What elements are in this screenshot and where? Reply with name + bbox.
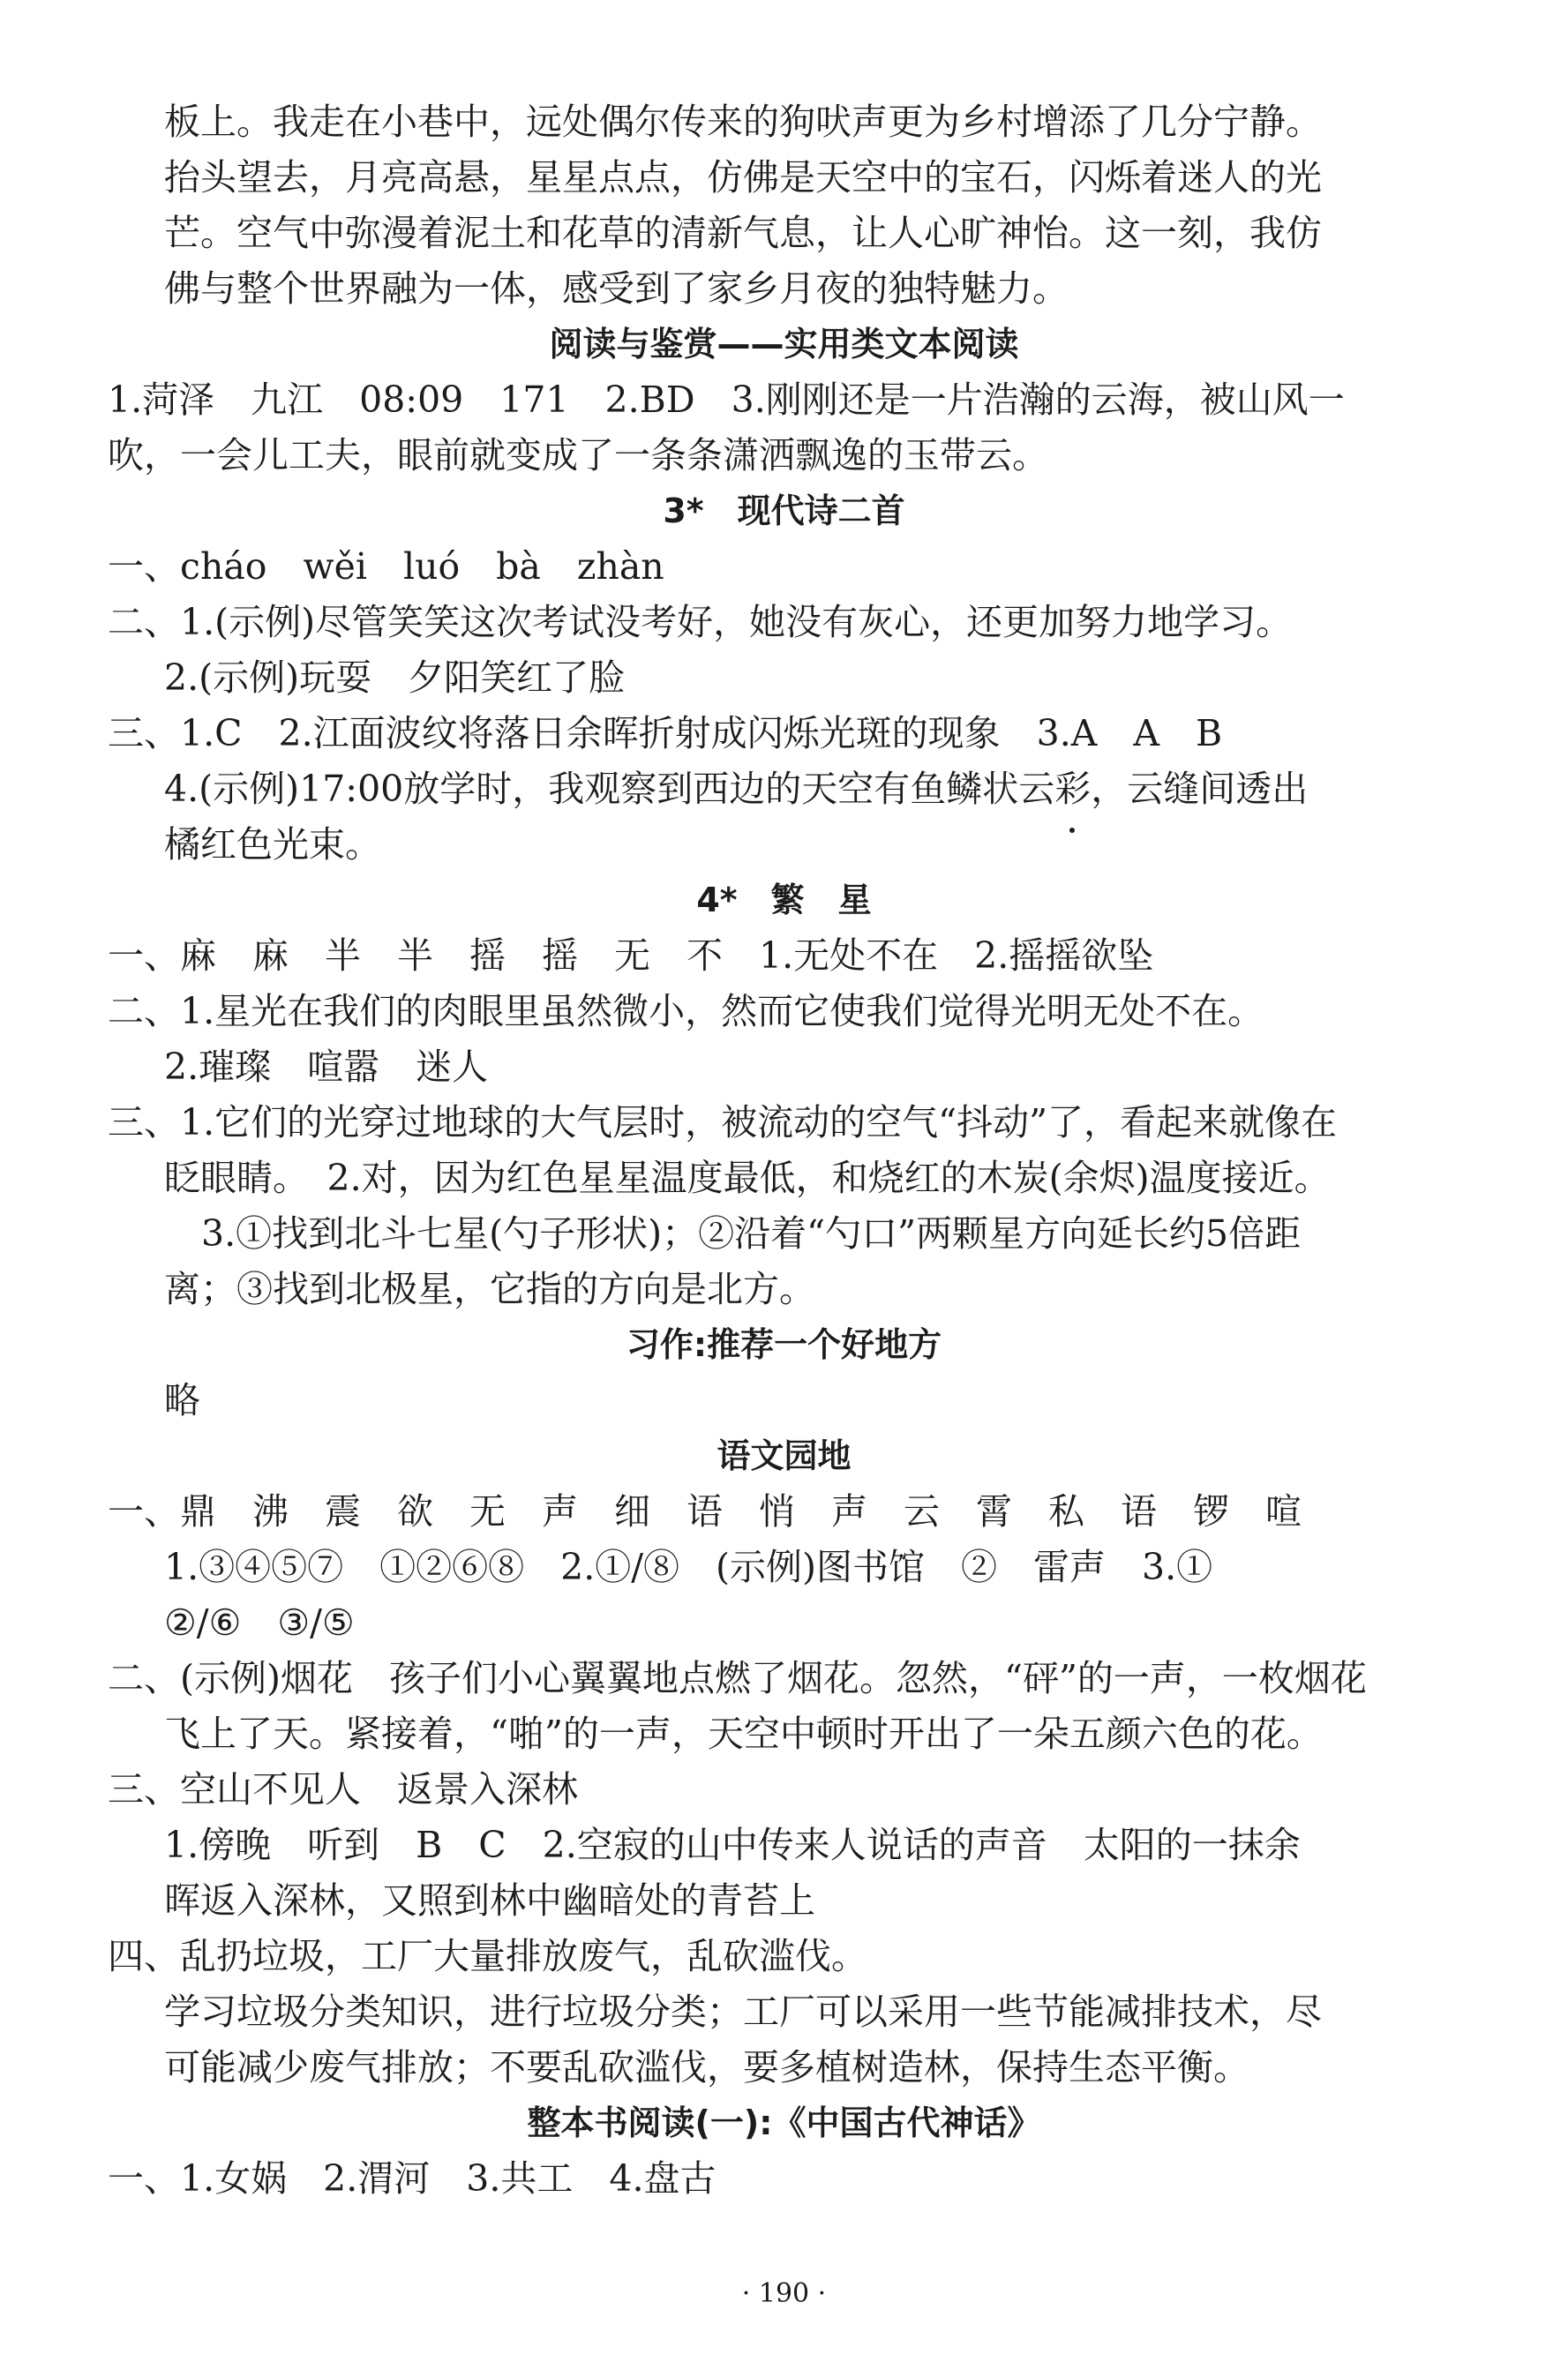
text-line: 吹，一会儿工夫，眼前就变成了一条条潇洒飘逸的玉带云。 [108, 434, 1048, 476]
text-line: 一、麻 麻 半 半 摇 摇 无 不 1.无处不在 2.摇摇欲坠 [108, 934, 1154, 977]
text-line: 四、乱扔垃圾，工厂大量排放废气，乱砍滥伐。 [108, 1935, 867, 1977]
text-line: 抬头望去，月亮高悬，星星点点，仿佛是天空中的宝石，闪烁着迷人的光 [164, 156, 1322, 199]
text-line: 三、1.它们的光穿过地球的大气层时，被流动的空气“抖动”了，看起来就像在 [108, 1101, 1338, 1144]
text-line: 学习垃圾分类知识，进行垃圾分类；工厂可以采用一些节能减排技术，尽 [164, 1991, 1322, 2033]
text-line: 芒。空气中弥漫着泥土和花草的清新气息，让人心旷神怡。这一刻，我仿 [164, 212, 1322, 254]
text-line: 一、鼎 沸 震 欲 无 声 细 语 悄 声 云 霄 私 语 锣 喧 [108, 1490, 1302, 1533]
text-line: 二、1.(示例)尽管笑笑这次考试没考好，她没有灰心，还更加努力地学习。 [108, 601, 1293, 643]
section-heading: 3* 现代诗二首 [663, 491, 905, 530]
text-line: 飞上了天。紧接着，“啪”的一声，天空中顿时开出了一朵五颜六色的花。 [164, 1713, 1323, 1755]
text-line: 离；③找到北极星，它指的方向是北方。 [164, 1268, 815, 1310]
section-heading: 整本书阅读(一):《中国古代神话》 [527, 2103, 1041, 2142]
text-line: 一、1.女娲 2.渭河 3.共工 4.盘古 [108, 2157, 716, 2200]
section-heading: 4* 繁 星 [696, 881, 872, 919]
text-line: 1.菏泽 九江 08:09 171 2.BD 3.刚刚还是一片浩瀚的云海，被山风一 [108, 379, 1345, 421]
text-line: 可能减少废气排放；不要乱砍滥伐，要多植树造林，保持生态平衡。 [164, 2046, 1249, 2088]
text-line: 三、空山不见人 返景入深林 [108, 1768, 578, 1811]
text-line: 2.璀璨 喧嚣 迷人 [164, 1046, 489, 1088]
page-number: · 190 · [741, 2278, 827, 2309]
text-line: 佛与整个世界融为一体，感受到了家乡月夜的独特魅力。 [164, 267, 1069, 310]
text-line: 3.①找到北斗七星(勺子形状)；②沿着“勺口”两颗星方向延长约5倍距 [201, 1212, 1302, 1255]
text-line: 1.傍晚 听到 B C 2.空寂的山中传来人说话的声音 太阳的一抹余 [164, 1824, 1301, 1866]
text-line: 三、1.C 2.江面波纹将落日余晖折射成闪烁光斑的现象 3.A A B [108, 712, 1223, 754]
text-line: 略 [164, 1379, 200, 1421]
text-line: 二、1.星光在我们的肉眼里虽然微小，然而它使我们觉得光明无处不在。 [108, 990, 1264, 1032]
section-heading: 语文园地 [716, 1436, 852, 1475]
text-line: 4.(示例)17:00放学时，我观察到西边的天空有鱼鳞状云彩，云缝间透出 [164, 768, 1309, 810]
section-heading: 阅读与鉴赏——实用类文本阅读 [549, 325, 1019, 364]
text-line: 2.(示例)玩耍 夕阳笑红了脸 [164, 656, 626, 699]
text-line: 眨眼睛。 2.对，因为红色星星温度最低，和烧红的木炭(余烬)温度接近。 [164, 1157, 1331, 1199]
stray-dot [1069, 828, 1075, 833]
text-line: 橘红色光束。 [164, 823, 381, 866]
text-line: 晖返入深林，又照到林中幽暗处的青苔上 [164, 1879, 815, 1922]
text-line: 1.③④⑤⑦ ①②⑥⑧ 2.①/⑧ (示例)图书馆 ② 雷声 3.① [164, 1546, 1213, 1588]
text-line: ②/⑥ ③/⑤ [164, 1601, 355, 1644]
text-line: 板上。我走在小巷中，远处偶尔传来的狗吠声更为乡村增添了几分宁静。 [164, 101, 1322, 143]
text-line: 二、(示例)烟花 孩子们小心翼翼地点燃了烟花。忽然，“砰”的一声，一枚烟花 [108, 1657, 1367, 1699]
section-heading: 习作:推荐一个好地方 [626, 1325, 942, 1364]
text-line: 一、cháo wěi luó bà zhàn [108, 545, 664, 588]
